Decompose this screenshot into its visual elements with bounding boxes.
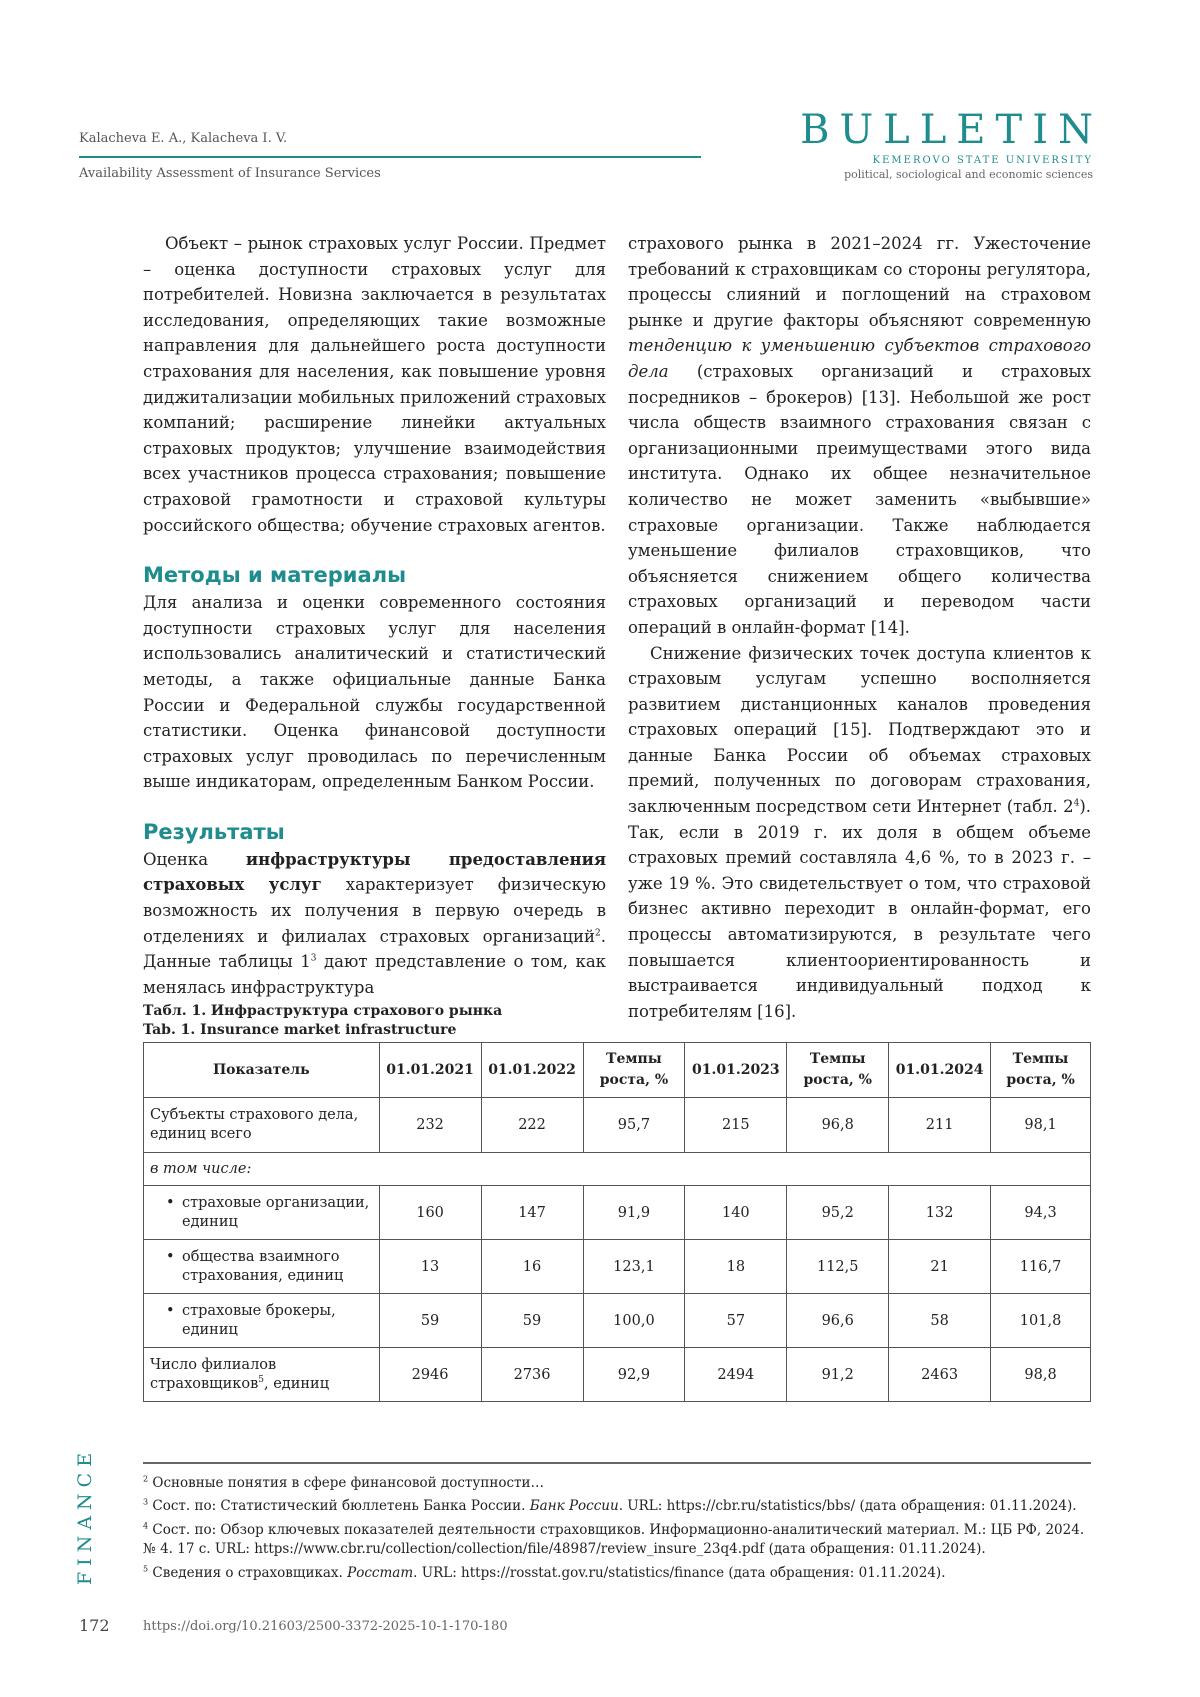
cell: 211: [889, 1098, 991, 1153]
table-row: [144, 1186, 1091, 1240]
header-rule: [79, 156, 701, 158]
cell: 18: [685, 1240, 787, 1294]
cell: 98,8: [991, 1348, 1091, 1402]
cell: 101,8: [991, 1294, 1091, 1348]
table-row: [144, 1294, 1091, 1348]
table-caption: [143, 1002, 502, 1040]
p2-start: Снижение физических точек доступа клиентов к страховым услугам успешно восполняется развитием дистанционных каналов проведения страховых операций [15]. Подтверждают это и данные Банка России об объемах страховых премий, полученных по договорам страхования, заключенным посредством сети Интернет (табл. 2: [628, 643, 1091, 817]
row-label: Субъекты страхового дела, единиц всего: [144, 1098, 380, 1153]
row-label: [144, 1348, 380, 1402]
row-label-text: страховые брокеры, единиц: [182, 1302, 336, 1338]
right-column: [628, 231, 1091, 1024]
cell: 123,1: [583, 1240, 685, 1294]
header-2024: 01.01.2024: [889, 1043, 991, 1098]
results-text-mid: характеризует физическую возможность их получения в первую очередь в отделениях и филиалах страховых организаций: [143, 875, 607, 946]
running-head-authors: Kalacheva E. A., Kalacheva I. V.: [79, 131, 288, 146]
footnote-text: Сведения о страховщиках.: [152, 1565, 348, 1581]
subheader-including: в том числе:: [144, 1153, 1091, 1186]
footnote-rule: [143, 1462, 1091, 1464]
bullet: •: [166, 1248, 175, 1265]
results-text-end: дают представление о том, как менялась инфраструктура: [143, 952, 606, 997]
footnote-number: 5: [143, 1564, 149, 1574]
cell: 112,5: [787, 1240, 889, 1294]
row-label-text: общества взаимного страхования, единиц: [182, 1248, 344, 1284]
footnote-italic: Банк России: [529, 1498, 619, 1514]
methods-heading: Методы и материалы: [143, 563, 407, 588]
row-label: [144, 1186, 380, 1240]
cell: 232: [379, 1098, 481, 1153]
brand-subtitle: political, sociological and economic sciences: [844, 168, 1093, 181]
results-text-bold: инфраструктуры предоставления страховых услуг: [143, 849, 607, 895]
footnote-5: [143, 1564, 1091, 1583]
header-2022: 01.01.2022: [481, 1043, 583, 1098]
results-heading: Результаты: [143, 819, 285, 844]
right-paragraph-2: [628, 641, 1091, 1025]
cell: 96,8: [787, 1098, 889, 1153]
cell: 215: [685, 1098, 787, 1153]
footnote-3: [143, 1497, 1091, 1516]
cell: 2946: [379, 1348, 481, 1402]
cell: 21: [889, 1240, 991, 1294]
header-growth-2024: Темпы роста, %: [991, 1043, 1091, 1098]
table-caption-en: Tab. 1. Insurance market infrastructure: [143, 1022, 457, 1038]
cell: 116,7: [991, 1240, 1091, 1294]
infrastructure-table: [143, 1042, 1091, 1402]
results-text-start: Оценка: [143, 849, 246, 869]
header-2023: 01.01.2023: [685, 1043, 787, 1098]
table-row: [144, 1098, 1091, 1153]
bullet: •: [166, 1194, 175, 1211]
cell: 96,6: [787, 1294, 889, 1348]
table-row: [144, 1240, 1091, 1294]
footnote-text-end[interactable]: . URL: https://rosstat.gov.ru/statistics/finance (дата обращения: 01.11.2024).: [413, 1565, 946, 1581]
footnote-number: 3: [143, 1497, 149, 1507]
cell: 13: [379, 1240, 481, 1294]
intro-paragraph: Объект – рынок страховых услуг России. Предмет – оценка доступности страховых услуг для потребителей. Новизна заключается в результатах исследования, определяющих такие возможные направления для дальнейшего роста доступности страхования для населения, как повышение уровня диджитализации мобильных приложений страховых компаний; расширение линейки актуальных страховых продуктов; улучшение взаимодействия всех участников процесса страхования; повышение страховой грамотности и страховой культуры российского общества; обучение страховых агентов.: [143, 234, 606, 535]
results-text-mid2: . Данные таблицы 1: [143, 926, 606, 972]
cell: 59: [481, 1294, 583, 1348]
footnote-text[interactable]: Сост. по: Обзор ключевых показателей деятельности страховщиков. Информационно-аналитический материал. М.: ЦБ РФ, 2024. № 4. 17 с. URL: https://www.cbr.ru/collection/collection/file/48987/review_insure_23q4.pdf (дата обращения: 01.11.2024).: [143, 1522, 1085, 1557]
row-label: [144, 1240, 380, 1294]
left-column: [143, 231, 606, 1000]
cell: 132: [889, 1186, 991, 1240]
cell: 98,1: [991, 1098, 1091, 1153]
cell: 160: [379, 1186, 481, 1240]
p2-end: ). Так, если в 2019 г. их доля в общем объеме страховых премий составляла 4,6 %, то в 2023 г. – уже 19 %. Это свидетельствует о том, что страховой бизнес активно переходит в онлайн-формат, его процессы автоматизируются, в результате чего повышается клиентоориентированность и выстраивается индивидуальный подход к потребителям [16].: [628, 797, 1091, 1021]
page-number: 172: [79, 1616, 110, 1635]
footnote-ref-5[interactable]: 5: [258, 1374, 264, 1385]
footnote-2: [143, 1474, 1091, 1493]
results-paragraph: [143, 847, 606, 1001]
row-label-start: Число филиалов страховщиков: [150, 1356, 277, 1392]
running-head-title: Availability Assessment of Insurance Services: [79, 166, 381, 181]
row-label: [144, 1294, 380, 1348]
row-label-text: страховые организации, единиц: [182, 1194, 370, 1230]
cell: 95,7: [583, 1098, 685, 1153]
header-growth-2023: Темпы роста, %: [787, 1043, 889, 1098]
row-label-end: , единиц: [263, 1375, 330, 1392]
doi-link[interactable]: https://doi.org/10.21603/2500-3372-2025-10-1-170-180: [143, 1619, 508, 1634]
cell: 16: [481, 1240, 583, 1294]
cell: 222: [481, 1098, 583, 1153]
footnote-italic: Росстат: [347, 1565, 414, 1581]
table-subheader-row: [144, 1153, 1091, 1186]
table-row: [144, 1348, 1091, 1402]
footnote-text: Основные понятия в сфере финансовой доступности…: [152, 1475, 544, 1491]
p1-start: страхового рынка в 2021–2024 гг. Ужесточение требований к страховщикам со стороны регулятора, процессы слияний и поглощений на страховом рынке и другие факторы объясняют современную: [628, 234, 1091, 330]
table-caption-ru: Табл. 1. Инфраструктура страхового рынка: [143, 1003, 503, 1019]
footnote-number: 4: [143, 1521, 149, 1531]
footnote-text: Сост. по: Статистический бюллетень Банка России.: [152, 1498, 530, 1514]
cell: 91,9: [583, 1186, 685, 1240]
cell: 91,2: [787, 1348, 889, 1402]
cell: 2463: [889, 1348, 991, 1402]
cell: 100,0: [583, 1294, 685, 1348]
table-header-row: [144, 1043, 1091, 1098]
brand-university: KEMEROVO STATE UNIVERSITY: [872, 155, 1093, 166]
right-paragraph-1: [628, 231, 1091, 641]
footnote-ref-3[interactable]: 3: [310, 953, 317, 964]
cell: 59: [379, 1294, 481, 1348]
header-growth-2022: Темпы роста, %: [583, 1043, 685, 1098]
brand-name: BULLETIN: [800, 107, 1103, 153]
cell: 2736: [481, 1348, 583, 1402]
footnote-text-end[interactable]: . URL: https://cbr.ru/statistics/bbs/ (дата обращения: 01.11.2024).: [618, 1498, 1077, 1514]
cell: 140: [685, 1186, 787, 1240]
cell: 2494: [685, 1348, 787, 1402]
cell: 94,3: [991, 1186, 1091, 1240]
footnote-number: 2: [143, 1474, 149, 1484]
cell: 57: [685, 1294, 787, 1348]
header-indicator: Показатель: [144, 1043, 380, 1098]
p1-italic: тенденцию к уменьшению субъектов страхового дела: [628, 336, 1091, 381]
footnote-4: [143, 1521, 1091, 1559]
journal-brand: [800, 107, 1103, 181]
cell: 92,9: [583, 1348, 685, 1402]
cell: 95,2: [787, 1186, 889, 1240]
methods-paragraph: Для анализа и оценки современного состояния доступности страховых услуг для населения использовались аналитический и статистический методы, а также официальные данные Банка России и Федеральной службы государственной статистики. Оценка финансовой доступности страховых услуг проводилась по перечисленным выше индикаторам, определенным Банком России.: [143, 593, 606, 792]
footnote-ref-4[interactable]: 4: [1073, 798, 1080, 809]
footnote-ref-2[interactable]: 2: [595, 928, 601, 939]
bullet: •: [166, 1302, 175, 1319]
cell: 58: [889, 1294, 991, 1348]
section-label: FINANCE: [74, 1446, 96, 1585]
p1-end: (страховых организаций и страховых посредников – брокеров) [13]. Небольшой же рост числа обществ взаимного страхования связан с организационными преимуществами этого вида института. Однако их общее незначительное количество не может заменить «выбывшие» страховые организации. Также наблюдается уменьшение филиалов страховщиков, что объясняется снижением общего количества страховых организаций и переводом части операций в онлайн-формат [14].: [628, 361, 1091, 637]
cell: 147: [481, 1186, 583, 1240]
header-2021: 01.01.2021: [379, 1043, 481, 1098]
